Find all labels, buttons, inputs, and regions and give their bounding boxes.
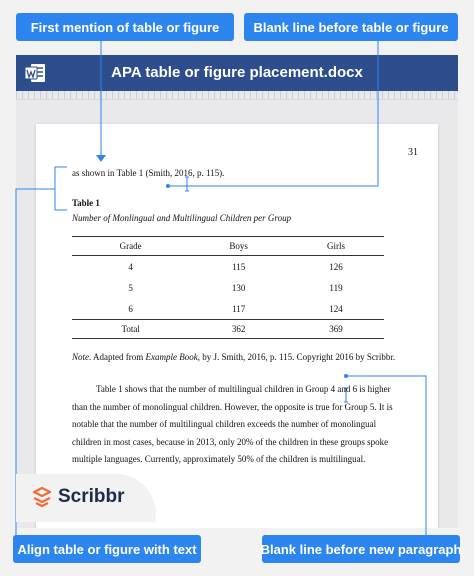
column-header-boys: Boys bbox=[189, 237, 288, 256]
arrow-down-icon bbox=[96, 155, 106, 162]
table-cell: 4 bbox=[128, 261, 133, 272]
table-cell: Total bbox=[72, 320, 189, 339]
scribbr-logo bbox=[16, 474, 156, 522]
callout-align-table: Align table or figure with text bbox=[13, 535, 201, 563]
callout-blank-line-before-table: Blank line before table or figure bbox=[244, 13, 458, 41]
table-cell: 115 bbox=[232, 261, 246, 272]
table-cell: 124 bbox=[329, 303, 343, 314]
body-paragraph: Table 1 shows that the number of multilingual children in Group 4 and 6 is higher than the number of monolingual children. However, the opposite is true for Group 5. It is notable that the number of multilingual children exceeds the number of monolingual children in most cases, because in 2013, only 20% of the children in these groups spoke multiple languages. Currently, approximately 50% of the children is multilingual. bbox=[72, 384, 393, 464]
note-suffix: , by J. Smith, 2016, p. 115. Copyright 2016 by Scribbr. bbox=[197, 352, 396, 362]
note-book-title: Example Book bbox=[145, 352, 198, 362]
brand-name: Scribbr bbox=[58, 486, 125, 507]
table-cell: 117 bbox=[232, 303, 246, 314]
table-cell: 119 bbox=[329, 282, 343, 293]
table-label: Table 1 bbox=[72, 198, 100, 208]
table-cell: 126 bbox=[329, 261, 343, 272]
table-title: Number of Monlingual and Multilingual Children per Group bbox=[72, 213, 292, 223]
column-header-girls: Girls bbox=[288, 237, 384, 256]
note-prefix: . Adapted from bbox=[89, 352, 146, 362]
table-cell: 130 bbox=[231, 282, 246, 293]
page-number: 31 bbox=[408, 147, 418, 158]
note-label: Note bbox=[72, 352, 89, 362]
callout-blank-line-new-paragraph: Blank line before new paragraph bbox=[262, 535, 460, 563]
table-mention-text: as shown in Table 1 (Smith, 2016, p. 115). bbox=[72, 168, 225, 178]
document-title: APA table or figure placement.docx bbox=[111, 64, 363, 81]
column-header-grade: Grade bbox=[72, 237, 189, 256]
scribbr-logo-icon bbox=[30, 486, 54, 508]
table-cell: 362 bbox=[189, 320, 288, 339]
table-cell: 369 bbox=[288, 320, 384, 339]
table-cell: 5 bbox=[128, 282, 133, 293]
callout-first-mention: First mention of table or figure bbox=[16, 13, 234, 41]
table-cell: 6 bbox=[128, 303, 133, 314]
